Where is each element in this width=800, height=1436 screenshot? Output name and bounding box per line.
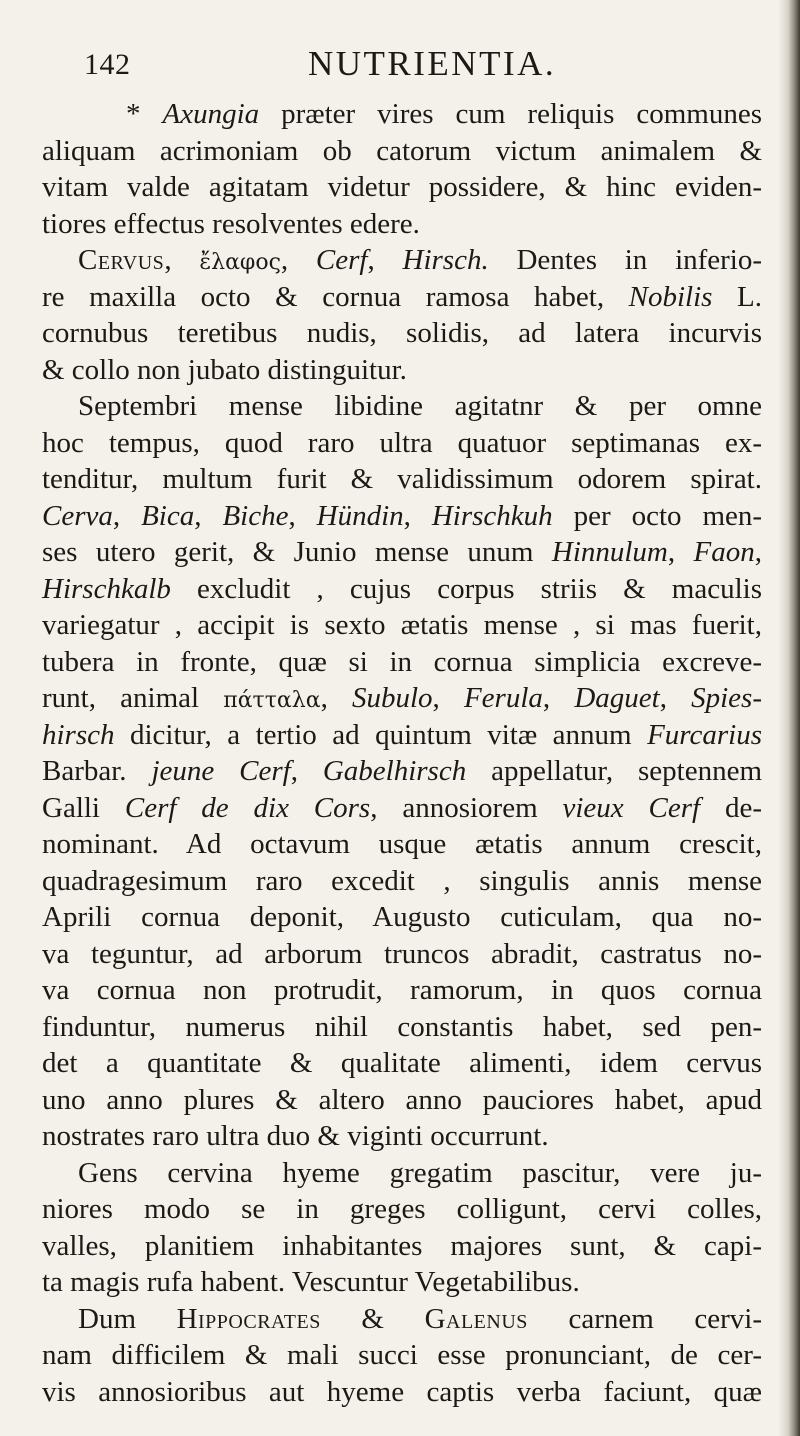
text-line: aliquam acrimoniam ob catorum victum animalem & [42, 134, 762, 167]
text-line: ses utero gerit, & Junio mense unum Hinnulum, Faon, [42, 536, 763, 568]
text-line: nominant. Ad octavum usque ætatis annum crescit, [42, 828, 762, 860]
text-line: Dum Hippocrates & Galenus carnem cervi- [78, 1302, 763, 1335]
text-line: * Axungia præter vires cum reliquis communes [126, 98, 763, 130]
name-hippocrates: Hippocrates [176, 1302, 321, 1335]
text-line: Hirschkalb excludit , cujus corpus striis & maculis [42, 572, 762, 605]
text-line: ta magis rufa habent. Vescuntur Vegetabilibus. [42, 1266, 580, 1298]
running-head: NUTRIENTIA. [308, 44, 557, 83]
text-line: va teguntur, ad arborum truncos abradit, castratus no- [42, 937, 762, 970]
greek-word: πάτταλα [223, 688, 321, 713]
text-line: vitam valde agitatam videtur possidere, & hinc eviden- [42, 171, 762, 203]
text-line: variegatur , accipit is sexto ætatis mense , si mas fuerit, [42, 609, 762, 641]
text-line: Cervus, ἔλαφος, Cerf, Hirsch. Dentes in inferio- [78, 244, 763, 276]
term-axungia: Axungia [162, 98, 260, 130]
text-line: Aprili cornua deponit, Augusto cuticulam, qua no- [42, 901, 762, 933]
text-line: Barbar. jeune Cerf, Gabelhirsch appellatur, septennem [42, 755, 763, 787]
term-cervus: Cervus [78, 244, 165, 276]
text-line: niores modo se in greges colligunt, cervi colles, [42, 1193, 762, 1225]
text-line: tenditur, multum furit & validissimum odorem spirat. [42, 463, 762, 495]
text-line: tubera in fronte, quæ si in cornua simplicia excreve- [42, 645, 762, 678]
text-line: det a quantitate & qualitate alimenti, idem cervus [42, 1047, 762, 1079]
text-line: finduntur, numerus nihil constantis habet, sed pen- [42, 1010, 762, 1043]
greek-word: ἔλαφος [199, 250, 281, 275]
text-line: uno anno plures & altero anno pauciores habet, apud [42, 1083, 762, 1116]
text-line: vis annosioribus aut hyeme captis verba faciunt, quæ [42, 1375, 762, 1408]
name-galenus: Galenus [424, 1302, 528, 1335]
text-line: Gens cervina hyeme gregatim pascitur, vere ju- [78, 1156, 762, 1189]
text-line: valles, planitiem inhabitantes majores sunt, & capi- [42, 1229, 762, 1262]
text-line: Galli Cerf de dix Cors, annosiorem vieux Cerf de- [42, 791, 762, 824]
text-line: hoc tempus, quod raro ultra quatuor septimanas ex- [42, 426, 762, 459]
page-header [84, 44, 774, 84]
text-line: & collo non jubato distinguitur. [42, 353, 407, 386]
page-edge-shadow [778, 0, 800, 1436]
text-line: nam difficilem & mali succi esse pronunciant, de cer- [42, 1339, 762, 1371]
text-line: runt, animal πάτταλα, Subulo, Ferula, Daguet, Spies- [42, 682, 762, 714]
text-line: va cornua non protrudit, ramorum, in quos cornua [42, 974, 762, 1006]
text-line: nostrates raro ultra duo & viginti occurrunt. [42, 1120, 549, 1152]
text-line: Septembri mense libidine agitatnr & per omne [78, 390, 762, 422]
text-line: re maxilla octo & cornua ramosa habet, Nobilis L. [42, 280, 762, 313]
text-line: Cerva, Bica, Biche, Hündin, Hirschkuh per octo men- [42, 499, 763, 532]
text-line: tiores effectus resolventes edere. [42, 207, 420, 240]
page-number: 142 [84, 48, 131, 81]
text-body [42, 96, 762, 1410]
text-line: cornubus teretibus nudis, solidis, ad latera incurvis [42, 317, 762, 349]
text-line: quadragesimum raro excedit , singulis annis mense [42, 864, 762, 897]
text-line: hirsch dicitur, a tertio ad quintum vitæ annum Furcarius [42, 718, 762, 751]
footnote-star: * [126, 98, 141, 130]
